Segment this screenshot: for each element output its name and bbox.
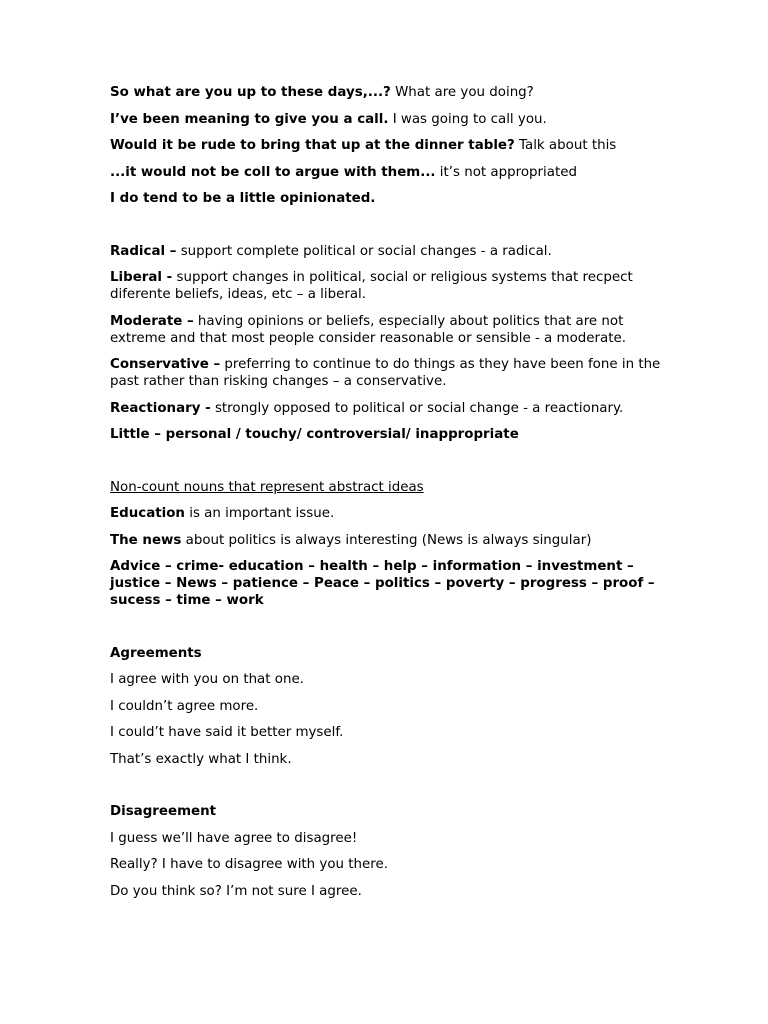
spacer [110,619,668,645]
phrase-line [110,111,668,128]
phrase-line [110,164,668,181]
spacer [110,453,668,479]
example-plain: about politics is always interesting (News is always singular) [181,532,592,548]
spacer [110,777,668,803]
noncount-example [110,505,668,522]
term-text: support complete political or social changes - a radical. [176,243,552,259]
term-label: Liberal - [110,270,173,285]
term-text: support changes in political, social or religious systems that recpect diferente beliefs, ideas, etc – a liberal. [110,270,633,302]
term-label: Radical – [110,243,177,259]
example-plain: is an important issue. [184,506,335,521]
agreement-phrase: I agree with you on that one. [110,672,304,687]
phrase-plain: it’s not appropriated [435,164,577,180]
phrase-line [110,137,668,154]
phrase-plain: Talk about this [514,138,617,153]
term-definition [110,400,668,417]
term-label: Moderate – [110,313,194,329]
term-label: Reactionary - [110,400,211,416]
term-text: preferring to continue to do things as they have been fone in the past rather than risking changes – a conservative. [110,357,661,389]
disagreement-phrase: Do you think so? I’m not sure I agree. [110,883,362,899]
phrase-bold: I’ve been meaning to give you a call. [110,111,389,127]
noncount-example [110,532,668,549]
noncount-list: Advice – crime- education – health – help – information – investment – justice – News – patience – Peace – politics – poverty – progress – proof – sucess – time – work [110,559,655,608]
phrase-plain: I was going to call you. [388,111,547,127]
disagreement-phrase: I guess we’ll have agree to disagree! [110,830,358,846]
phrase-bold: ...it would not be coll to argue with them... [110,164,436,180]
agreement-phrase: I could’t have said it better myself. [110,725,344,740]
term-definition [110,243,668,260]
disagreement-heading: Disagreement [110,804,217,819]
little-line: Little – personal / touchy/ controversial/ inappropriate [110,427,519,442]
agreement-phrase: I couldn’t agree more. [110,698,259,714]
phrase-line [110,190,668,207]
phrase-line [110,84,668,101]
term-text: strongly opposed to political or social change - a reactionary. [210,400,624,416]
phrase-bold: Would it be rude to bring that up at the dinner table? [110,138,515,153]
term-definition [110,313,668,347]
spacer [110,217,668,243]
phrase-bold: So what are you up to these days,...? [110,85,391,100]
term-label: Conservative – [110,357,221,372]
agreement-phrase: That’s exactly what I think. [110,751,292,767]
noncount-heading: Non-count nouns that represent abstract ideas [110,479,424,495]
term-definition [110,356,668,390]
example-bold: The news [110,532,182,548]
phrase-plain: What are you doing? [390,85,534,100]
term-definition [110,269,668,303]
term-text: having opinions or beliefs, especially about politics that are not extreme and that most people consider reasonable or sensible - a moderate. [110,313,626,346]
example-bold: Education [110,506,185,521]
phrase-bold: I do tend to be a little opinionated. [110,191,376,206]
disagreement-phrase: Really? I have to disagree with you there. [110,857,388,872]
agreements-heading: Agreements [110,645,202,661]
